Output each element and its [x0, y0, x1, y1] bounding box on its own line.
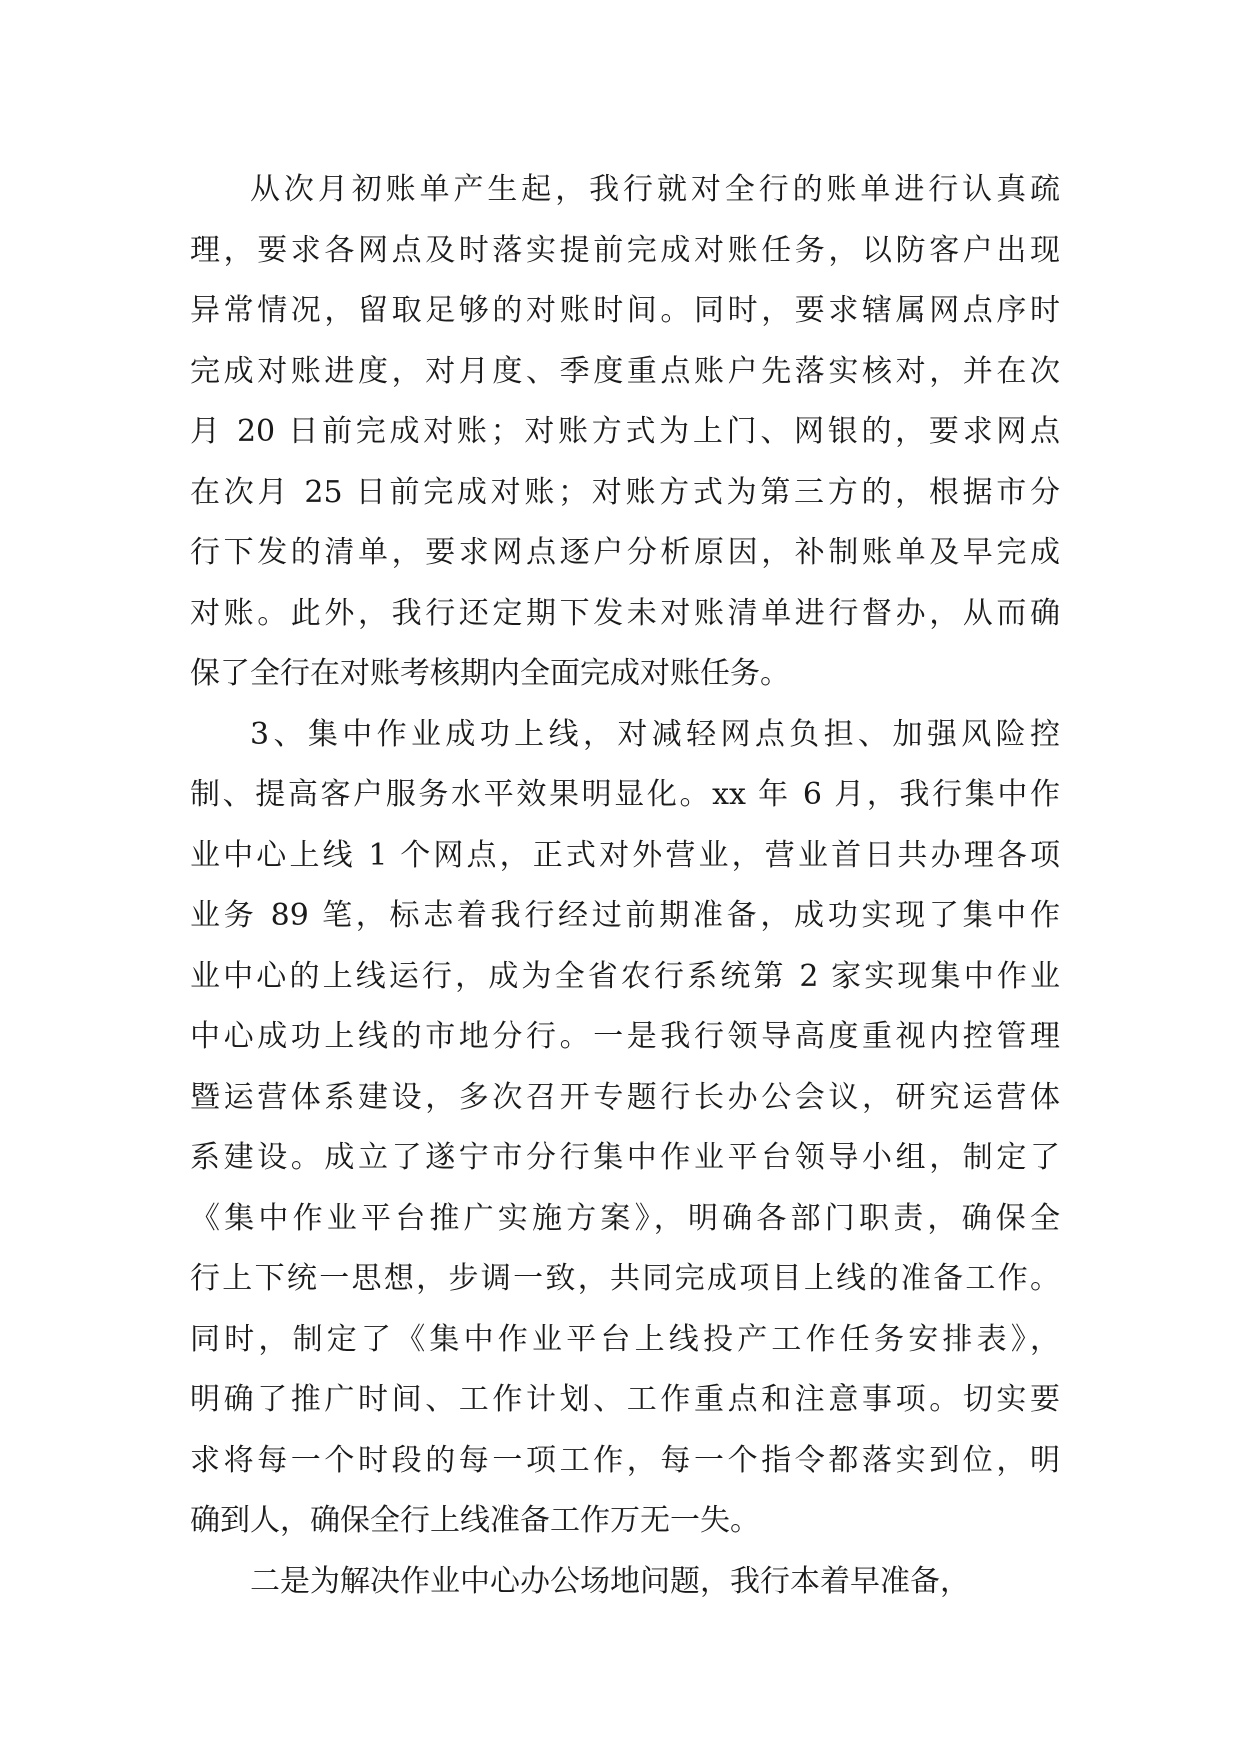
text-line: 对账。此外，我行还定期下发未对账清单进行督办，从而确: [190, 595, 1060, 631]
paragraph: [190, 1552, 1060, 1613]
text-line: 3、集中作业成功上线，对减轻网点负担、加强风险控: [250, 716, 1060, 752]
text-line: 制、提高客户服务水平效果明显化。xx 年 6 月，我行集中作: [190, 777, 1060, 812]
text-line: 明确了推广时间、工作计划、工作重点和注意事项。切实要: [190, 1382, 1060, 1417]
text-line: 从次月初账单产生起，我行就对全行的账单进行认真疏: [250, 172, 1060, 207]
text-line: 《集中作业平台推广实施方案》，明确各部门职责，确保全: [190, 1200, 1060, 1236]
text-line: 业中心上线 1 个网点，正式对外营业，营业首日共办理各项: [190, 837, 1060, 873]
text-line: 中心成功上线的市地分行。一是我行领导高度重视内控管理: [190, 1019, 1060, 1054]
document-body: [190, 160, 1060, 1612]
text-line: 暨运营体系建设，多次召开专题行长办公会议，研究运营体: [190, 1079, 1060, 1115]
text-line: 同时，制定了《集中作业平台上线投产工作任务安排表》，: [190, 1321, 1060, 1357]
text-line: 理，要求各网点及时落实提前完成对账任务，以防客户出现: [190, 232, 1060, 268]
text-line: 完成对账进度，对月度、季度重点账户先落实核对，并在次: [190, 353, 1060, 389]
text-line: 确到人，确保全行上线准备工作万无一失。: [190, 1503, 760, 1538]
paragraph: [190, 160, 1060, 705]
text-line: 系建设。成立了遂宁市分行集中作业平台领导小组，制定了: [190, 1140, 1060, 1175]
text-line: 求将每一个时段的每一项工作，每一个指令都落实到位，明: [190, 1442, 1060, 1478]
text-line: 在次月 25 日前完成对账；对账方式为第三方的，根据市分: [190, 474, 1060, 510]
text-line: 行下发的清单，要求网点逐户分析原因，补制账单及早完成: [190, 535, 1060, 570]
text-line: 异常情况，留取足够的对账时间。同时，要求辖属网点序时: [190, 293, 1060, 328]
text-line: 业务 89 笔，标志着我行经过前期准备，成功实现了集中作: [190, 898, 1060, 933]
text-line: 业中心的上线运行，成为全省农行系统第 2 家实现集中作业: [190, 958, 1060, 994]
text-line: 行上下统一思想，步调一致，共同完成项目上线的准备工作。: [190, 1261, 1060, 1296]
text-line: 月 20 日前完成对账；对账方式为上门、网银的，要求网点: [190, 414, 1060, 449]
text-line: 保了全行在对账考核期内全面完成对账任务。: [190, 656, 790, 691]
text-line: 二是为解决作业中心办公场地问题，我行本着早准备，: [250, 1563, 970, 1599]
paragraph: [190, 705, 1060, 1552]
